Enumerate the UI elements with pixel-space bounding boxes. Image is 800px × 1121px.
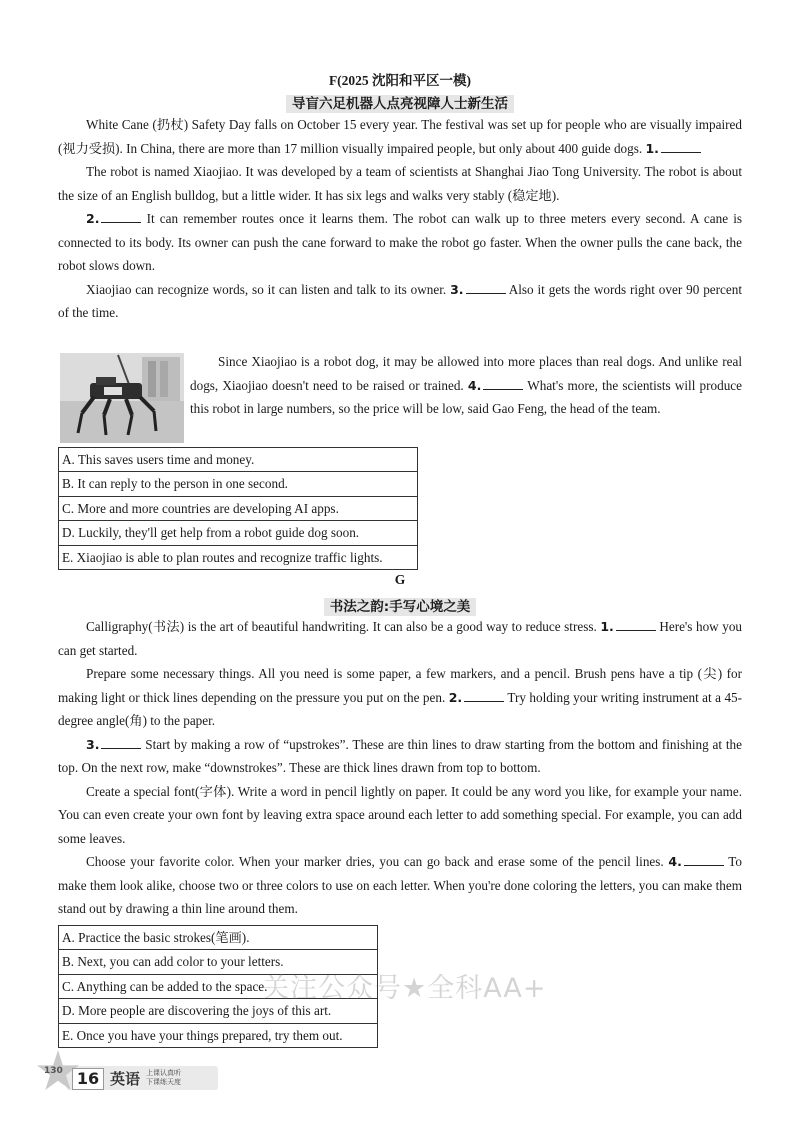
g-paragraph-2: Prepare some necessary things. All you need is some paper, a few markers, and a pencil. Brush pens have a tip (尖) for making light or thick lines depending on the pressure you put on the pen. 2. Try holding your writing instrument at a 45-degree angle(角) to the paper.	[58, 666, 743, 728]
section-g-subtitle: 书法之韵:手写心境之美	[0, 595, 800, 615]
g-paragraph-1: Calligraphy(书法) is the art of beautiful handwriting. It can also be a good way to reduce stress. 1. Here's how you can get started.	[58, 619, 743, 658]
g-paragraph-3: 3. Start by making a row of “upstrokes”. These are thin lines to draw starting from the bottom and finishing at the top. On the next row, make “downstrokes”. These are thick lines drawn from top to bottom.	[58, 736, 742, 775]
option-item[interactable]: C. More and more countries are developing AI apps.	[59, 497, 417, 521]
f-paragraph-1: White Cane (扔杖) Safety Day falls on October 15 every year. The festival was set up for people who are visually impaired (视力受损). In China, there are more than 17 million visually impaired people, but only about 400 guide dogs. 1.	[58, 117, 742, 156]
answer-blank[interactable]	[661, 140, 701, 153]
option-item[interactable]: E. Once you have your things prepared, try them out.	[62, 1027, 343, 1043]
subject-label: 英语	[110, 1070, 141, 1088]
section-f-subtitle: 导盲六足机器人点亮视障人士新生活	[0, 92, 800, 112]
option-item[interactable]: D. More people are discovering the joys of this art.	[59, 999, 377, 1023]
g-paragraph-5: Choose your favorite color. When your marker dries, you can go back and erase some of the pencil lines. 4. To make them look alike, choose two or three colors to use on each letter. When you're done coloring the letters, you can make them stand out by drawing a thin line around them.	[58, 854, 743, 916]
answer-blank[interactable]	[684, 853, 724, 866]
f-paragraph-5: Since Xiaojiao is a robot dog, it may be allowed into more places than real dogs. And unlike real dogs, Xiaojiao doesn't need to be raised or trained. 4. What's more, the scientists will produce this robot in large numbers, so the price will be low, said Gao Feng, the head of the team.	[190, 354, 743, 416]
footer-motto: 上课认真听 下课练天度	[146, 1069, 181, 1086]
watermark: 关注公众号★全科AA+	[262, 973, 547, 1004]
option-item[interactable]: A. Practice the basic strokes(笔画).	[59, 926, 377, 950]
page-footer	[36, 1050, 236, 1100]
answer-blank[interactable]	[101, 736, 141, 749]
option-item[interactable]: D. Luckily, they'll get help from a robot guide dog soon.	[59, 521, 417, 545]
option-item[interactable]: B. Next, you can add color to your letters.	[59, 950, 377, 974]
robot-dog-photo	[60, 353, 184, 443]
answer-blank[interactable]	[464, 689, 504, 702]
answer-blank[interactable]	[101, 210, 141, 223]
section-g-body	[58, 615, 742, 921]
f-paragraph-3: 2. It can remember routes once it learns them. The robot can walk up to three meters every second. A cane is connected to its body. Its owner can push the cane forward to make the robot go faster. When the owner pulls the cane back, the robot slows down.	[58, 211, 742, 273]
g-paragraph-4: Create a special font(字体). Write a word in pencil lightly on paper. It could be any word you like, for example your name. You can even create your own font by leaving extra space around each letter to add something special. For example, you can add some leaves.	[58, 783, 742, 846]
f-paragraph-4: Xiaojiao can recognize words, so it can listen and talk to its owner. 3. Also it gets the words right over 90 percent of the time.	[58, 281, 742, 320]
answer-blank[interactable]	[616, 618, 656, 631]
f-paragraph-2: The robot is named Xiaojiao. It was developed by a team of scientists at Shanghai Jiao Tong University. The robot is about the size of an English bulldog, but a little wider. It has six legs and walks very stably (稳定地).	[58, 164, 742, 203]
option-item[interactable]: B. It can reply to the person in one second.	[59, 472, 417, 496]
page-number: 16	[72, 1068, 104, 1090]
badge-text: 130	[44, 1066, 63, 1076]
section-f-title: F(2025 沈阳和平区一模)	[328, 73, 472, 88]
answer-blank[interactable]	[483, 377, 523, 390]
option-item[interactable]: E. Xiaojiao is able to plan routes and recognize traffic lights.	[62, 549, 383, 565]
section-f-options	[58, 447, 418, 570]
section-f-body	[58, 113, 742, 325]
answer-blank[interactable]	[466, 281, 506, 294]
section-g-title: G	[394, 572, 406, 587]
option-item[interactable]: A. This saves users time and money.	[59, 448, 417, 472]
option-item[interactable]: C. Anything can be added to the space.	[59, 975, 377, 999]
